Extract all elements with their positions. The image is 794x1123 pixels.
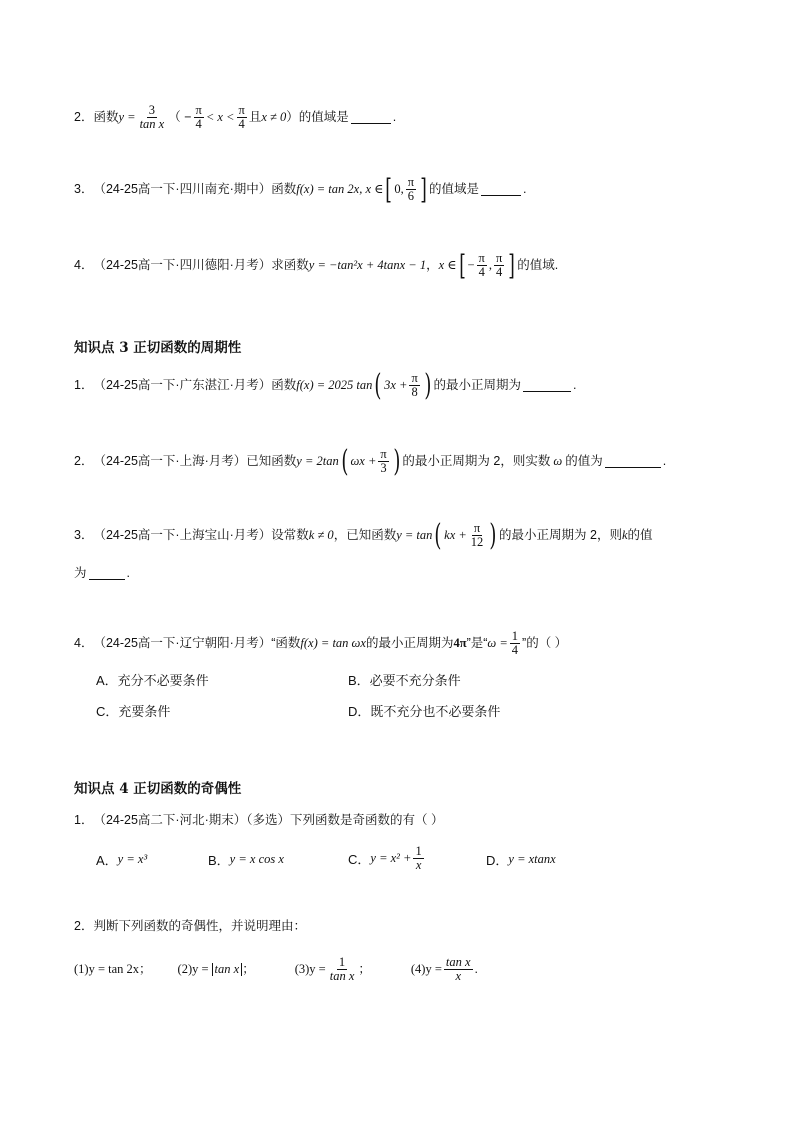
question-text: 函数	[271, 378, 297, 393]
question-source: （24-25高一下·上海宝山·月考）	[93, 528, 272, 543]
question-text: 的值	[627, 528, 653, 543]
section-title: 知识点 3 正切函数的周期性	[74, 340, 242, 356]
question-source: （24-25高一下·上海·月考）	[93, 454, 247, 469]
question-text: 的最小正周期为 2，则实数	[402, 454, 551, 469]
math-expr: y = 2tan	[296, 454, 339, 469]
bracket-right-icon: ]	[420, 172, 427, 206]
punctuation: ；	[242, 962, 255, 977]
fraction-num: tan x	[445, 955, 471, 969]
paren-left-icon: (	[434, 517, 442, 553]
question-text: 的最小正周期为 2，则	[499, 528, 622, 543]
option-label: A．	[96, 853, 118, 868]
section-title: 知识点 4 正切函数的奇偶性	[74, 781, 242, 797]
question-end: .	[126, 566, 130, 581]
fraction-den: x	[455, 969, 461, 984]
math-expr: y =	[118, 110, 136, 125]
fraction	[444, 956, 473, 983]
fraction	[413, 845, 423, 872]
math-expr: y = x cos x	[229, 852, 284, 866]
question-text: ，已知函数	[333, 528, 397, 543]
math-expr: f(x) = 2025 tan	[296, 378, 373, 393]
question-text: 已知函数	[246, 454, 297, 469]
parity-subquestions	[74, 956, 478, 983]
fraction-den: 4	[496, 265, 503, 280]
fraction-num: π	[195, 103, 202, 117]
fraction-den: tan x	[329, 969, 355, 984]
fraction	[378, 448, 388, 475]
question-source: （24-25高一下·四川南充·期中）	[93, 182, 272, 197]
subquestion-1: (1)y = tan 2x	[74, 962, 140, 977]
question-number: 3．	[74, 528, 94, 543]
option-d[interactable]	[486, 850, 556, 869]
fraction-den: tan x	[139, 117, 165, 132]
fraction-den: 3	[380, 461, 387, 476]
answer-blank[interactable]	[351, 111, 391, 124]
question-text: 且	[248, 110, 262, 125]
math-expr: −	[467, 258, 475, 273]
fraction	[494, 252, 504, 279]
option-b[interactable]	[208, 850, 284, 869]
fraction-den: x	[415, 858, 422, 873]
question-text: 函数	[271, 182, 297, 197]
question-text: “函数	[271, 636, 301, 651]
math-expr: 4π	[453, 636, 467, 651]
question-period-1	[74, 367, 577, 403]
paren-right-icon: )	[424, 367, 432, 403]
question-end: .	[522, 182, 527, 197]
paren-right-icon: )	[393, 443, 401, 479]
math-expr: f(x) = tan ωx	[300, 636, 366, 651]
question-range-2	[74, 104, 396, 131]
math-expr: 0,	[394, 182, 404, 197]
question-end: .	[392, 110, 397, 125]
math-expr: k	[621, 528, 628, 543]
option-c[interactable]: C．充要条件	[96, 704, 171, 719]
question-text: 的最小正周期为	[433, 378, 522, 393]
fraction-num: 3	[148, 103, 156, 117]
question-source: （24-25高一下·广东湛江·月考）	[93, 378, 272, 393]
question-text: 求函数	[271, 258, 309, 273]
question-text: 的值域是	[298, 110, 349, 125]
paren-right-icon: )	[489, 517, 497, 553]
fraction-num: π	[473, 521, 481, 535]
fraction-num: 1	[415, 844, 422, 858]
math-expr: x ≠ 0	[261, 110, 287, 125]
math-expr: 3x +	[384, 378, 408, 393]
fraction-num: π	[495, 251, 503, 265]
fraction-den: 12	[470, 535, 484, 550]
question-text: 的最小正周期为	[365, 636, 454, 651]
question-parity-1	[74, 814, 443, 827]
option-b[interactable]: B．必要不充分条件	[348, 673, 461, 688]
question-end: .	[662, 454, 667, 469]
question-period-2	[74, 443, 667, 479]
question-period-3	[74, 517, 653, 553]
option-a[interactable]: A．充分不必要条件	[96, 673, 209, 688]
math-expr: f(x) = tan 2x, x ∈	[296, 182, 384, 197]
question-text: 设常数	[271, 528, 309, 543]
option-label: C．	[348, 852, 371, 868]
question-text: 下列函数是奇函数的有（ ）	[290, 813, 444, 827]
question-number: 3．	[74, 182, 94, 197]
math-expr: ω =	[487, 636, 508, 651]
question-period-4	[74, 630, 567, 657]
fraction	[510, 630, 520, 657]
fraction	[328, 956, 357, 983]
answer-blank[interactable]	[605, 455, 661, 468]
paren-left-icon: (	[374, 367, 382, 403]
fraction	[406, 176, 416, 203]
paren-left-icon: (	[341, 443, 349, 479]
answer-blank[interactable]	[481, 183, 521, 196]
math-abs: tan x	[212, 963, 243, 976]
bracket-right-icon: ]	[508, 248, 516, 282]
punctuation: .	[474, 962, 479, 977]
answer-blank[interactable]	[523, 379, 571, 392]
math-expr: ,	[488, 258, 492, 273]
fraction-den: 4	[511, 643, 519, 658]
question-text: 的值域.	[517, 258, 559, 273]
option-c[interactable]	[348, 845, 426, 872]
subquestion-4: (4)y =	[410, 962, 442, 977]
math-expr: x ∈	[438, 258, 457, 273]
math-expr: y = xtanx	[508, 852, 556, 866]
question-text: 判断下列函数的奇偶性，并说明理由：	[93, 919, 306, 933]
condition-close: ）	[286, 110, 299, 125]
question-number: 2．	[74, 454, 94, 469]
question-source: （24-25高一下·四川德阳·月考）	[93, 258, 272, 273]
option-label: B．	[208, 853, 230, 868]
fraction	[409, 372, 419, 399]
question-text: 函数	[93, 110, 119, 125]
math-expr: ω	[553, 454, 563, 469]
question-number: 1．	[74, 813, 94, 827]
question-number: 4．	[74, 636, 94, 651]
option-label: D．	[486, 853, 509, 868]
bracket-left-icon: [	[458, 248, 466, 282]
math-expr: y = x² +	[370, 851, 412, 866]
fraction-num: π	[478, 251, 485, 265]
fraction	[237, 104, 247, 131]
answer-blank[interactable]	[89, 567, 125, 580]
fraction-den: 6	[407, 189, 414, 204]
question-text: 为	[74, 566, 87, 581]
fraction	[138, 104, 167, 131]
question-text: ”是“	[466, 636, 488, 651]
fraction	[477, 252, 487, 279]
fraction-num: 1	[511, 629, 519, 643]
question-range-3	[74, 172, 527, 206]
fraction	[194, 104, 204, 131]
subquestion-3: (3)y =	[294, 962, 326, 977]
fraction-num: π	[238, 103, 245, 117]
condition-open: （ −	[168, 110, 192, 125]
question-end: .	[573, 378, 577, 393]
math-expr: < x <	[205, 110, 235, 125]
fraction-num: 1	[338, 955, 346, 969]
question-number: 1．	[74, 378, 94, 393]
fraction-num: π	[407, 175, 414, 189]
math-expr: ωx +	[350, 454, 377, 469]
question-range-4	[74, 248, 559, 282]
fraction-den: 4	[195, 117, 202, 132]
question-text: 的值域是	[428, 182, 479, 197]
punctuation: ；	[139, 962, 152, 977]
math-expr: y = x³	[117, 852, 148, 866]
question-number: 2．	[74, 919, 94, 933]
question-number: 4．	[74, 258, 94, 273]
fraction-den: 4	[238, 117, 245, 132]
option-d[interactable]: D．既不充分也不必要条件	[348, 704, 501, 719]
fraction	[469, 522, 486, 549]
math-expr: y = −tan²x + 4tanx − 1	[308, 258, 427, 273]
question-source: （24-25高一下·辽宁朝阳·月考）	[93, 636, 272, 651]
math-expr: kx +	[444, 528, 467, 543]
math-expr: k ≠ 0	[308, 528, 334, 543]
punctuation: ，	[426, 258, 439, 273]
question-text: 的值为	[565, 454, 603, 469]
fraction-den: 8	[411, 385, 418, 400]
fraction-den: 4	[478, 265, 485, 280]
question-number: 2．	[74, 110, 94, 125]
math-expr: y = tan	[396, 528, 433, 543]
question-period-3-cont	[74, 567, 130, 580]
bracket-left-icon: [	[385, 172, 393, 206]
punctuation: ；	[358, 962, 371, 977]
fraction-num: π	[411, 371, 418, 385]
option-a[interactable]	[96, 850, 147, 869]
fraction-num: π	[380, 447, 387, 461]
question-text: ”的（ ）	[522, 636, 568, 651]
question-parity-2	[74, 920, 306, 933]
subquestion-2: (2)y =	[177, 962, 209, 977]
question-source: （24-25高二下·河北·期末）（多选）	[93, 813, 290, 827]
